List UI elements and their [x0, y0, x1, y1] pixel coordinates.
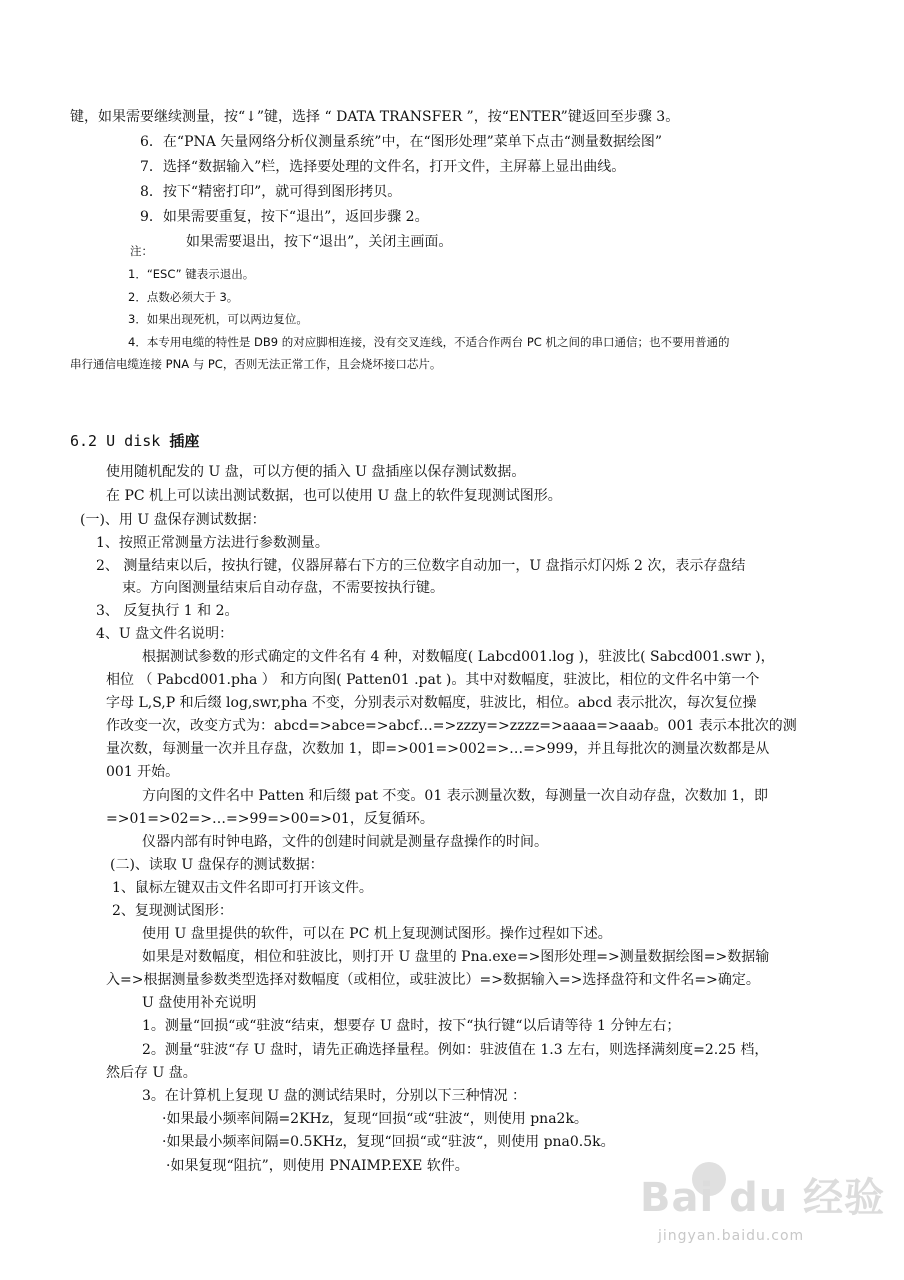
paragraph: 使用随机配发的 U 盘，可以方便的插入 U 盘插座以保存测试数据。	[106, 464, 526, 480]
list-item: 2、 测量结束以后，按执行键，仪器屏幕右下方的三位数字自动加一，U 盘指示灯闪烁 2 次，表示存盘结	[96, 558, 746, 574]
paragraph-cont: 001 开始。	[106, 764, 180, 780]
list-item-cont: 束。方向图测量结束后自动存盘，不需要按执行键。	[122, 580, 444, 596]
paragraph-cont: =>01=>02=>…=>99=>00=>01，反复循环。	[106, 811, 434, 827]
paragraph-cont: 量次数，每测量一次并且存盘，次数加 1，即=>001=>002=>…=>999，并且每批次的测量次数都是从	[106, 741, 770, 757]
section-number: 6.2 U disk	[70, 432, 170, 450]
step-9-exit: 如果需要退出，按下“退出”，关闭主画面。	[186, 234, 453, 250]
note-4: 4．本专用电缆的特性是 DB9 的对应脚相连接，没有交叉连线，不适合作两台 PC 机之间的串口通信；也不要用普通的	[128, 335, 730, 349]
part-2-title: (二)、读取 U 盘保存的测试数据：	[110, 857, 324, 873]
watermark-url: jingyan.baidu.com	[658, 1228, 805, 1244]
bullet-item: ·如果复现“阻抗”，则使用 PNAIMP.EXE 软件。	[166, 1158, 469, 1174]
paragraph: 仪器内部有时钟电路，文件的创建时间就是测量存盘操作的时间。	[142, 834, 548, 850]
watermark-logo: Bai du 经验	[640, 1175, 886, 1221]
paragraph: 使用 U 盘里提供的软件，可以在 PC 机上复现测试图形。操作过程如下述。	[142, 926, 612, 942]
paragraph: 在 PC 机上可以读出测试数据，也可以使用 U 盘上的软件复现测试图形。	[106, 488, 562, 504]
step-9: 9．如果需要重复，按下“退出”，返回步骤 2。	[140, 209, 429, 225]
bullet-item: ·如果最小频率间隔=0.5KHz，复现“回损“或“驻波“，则使用 pna0.5k。	[162, 1134, 615, 1150]
list-item: 1、按照正常测量方法进行参数测量。	[96, 535, 329, 551]
note-4-cont: 串行通信电缆连接 PNA 与 PC，否则无法正常工作，且会烧坏接口芯片。	[70, 357, 442, 371]
list-item: 2、复现测试图形：	[112, 903, 233, 919]
notes-title: 注：	[130, 244, 153, 258]
supplement-title: U 盘使用补充说明	[142, 995, 257, 1011]
note-1: 1．“ESC” 键表示退出。	[128, 267, 255, 281]
paragraph: 如果是对数幅度，相位和驻波比，则打开 U 盘里的 Pna.exe=>图形处理=>测量数据绘图=>数据输	[142, 949, 770, 965]
supplement-item-cont: 然后存 U 盘。	[106, 1065, 197, 1081]
paragraph-cont: 入=>根据测量参数类型选择对数幅度（或相位，或驻波比）=>数据输入=>选择盘符和文件名=>确定。	[106, 972, 760, 988]
paragraph-cont: 作改变一次，改变方式为：abcd=>abce=>abcf…=>zzzy=>zzzz=>aaaa=>aaab。001 表示本批次的测	[106, 718, 797, 734]
note-3: 3．如果出现死机，可以两边复位。	[128, 312, 308, 326]
note-2: 2．点数必须大于 3。	[128, 290, 239, 304]
step-7: 7．选择“数据输入”栏，选择要处理的文件名，打开文件，主屏幕上显出曲线。	[140, 159, 626, 175]
part-1-title: (一)、用 U 盘保存测试数据：	[80, 512, 266, 528]
section-heading	[70, 430, 199, 452]
bullet-item: ·如果最小频率间隔=2KHz，复现“回损“或“驻波“，则使用 pna2k。	[162, 1111, 588, 1127]
paragraph-cont: 字母 L,S,P 和后缀 log,swr,pha 不变，分别表示对数幅度，驻波比，相位。abcd 表示批次，每次复位操	[106, 695, 757, 711]
baidu-watermark	[640, 1150, 890, 1270]
supplement-item: 1。测量“回损“或“驻波“结束，想要存 U 盘时，按下“执行键“以后请等待 1 分钟左右；	[142, 1018, 681, 1034]
paragraph-cont: 相位 （ Pabcd001.pha ） 和方向图( Patten01 .pat )。其中对数幅度，驻波比，相位的文件名中第一个	[106, 672, 760, 688]
text-line: 键，如果需要继续测量，按“↓”键，选择 “ DATA TRANSFER ”，按“ENTER”键返回至步骤 3。	[70, 109, 680, 125]
supplement-item: 3。在计算机上复现 U 盘的测试结果时，分别以下三种情况 ：	[142, 1088, 527, 1104]
paragraph: 方向图的文件名中 Patten 和后缀 pat 不变。01 表示测量次数，每测量一次自动存盘，次数加 1，即	[142, 788, 769, 804]
section-title: 插座	[169, 432, 200, 450]
list-item: 3、 反复执行 1 和 2。	[96, 603, 239, 619]
step-6: 6．在“PNA 矢量网络分析仪测量系统”中，在“图形处理”菜单下点击“测量数据绘图”	[140, 134, 663, 150]
list-item: 4、U 盘文件名说明：	[96, 626, 234, 642]
list-item: 1、鼠标左键双击文件名即可打开该文件。	[112, 880, 373, 896]
step-8: 8．按下“精密打印”，就可得到图形拷贝。	[140, 184, 402, 200]
supplement-item: 2。测量“驻波“存 U 盘时，请先正确选择量程。例如：驻波值在 1.3 左右，则选择满刻度=2.25 档，	[142, 1042, 769, 1058]
paragraph: 根据测试参数的形式确定的文件名有 4 种，对数幅度( Labcd001.log )，驻波比( Sabcd001.swr )，	[142, 649, 775, 665]
